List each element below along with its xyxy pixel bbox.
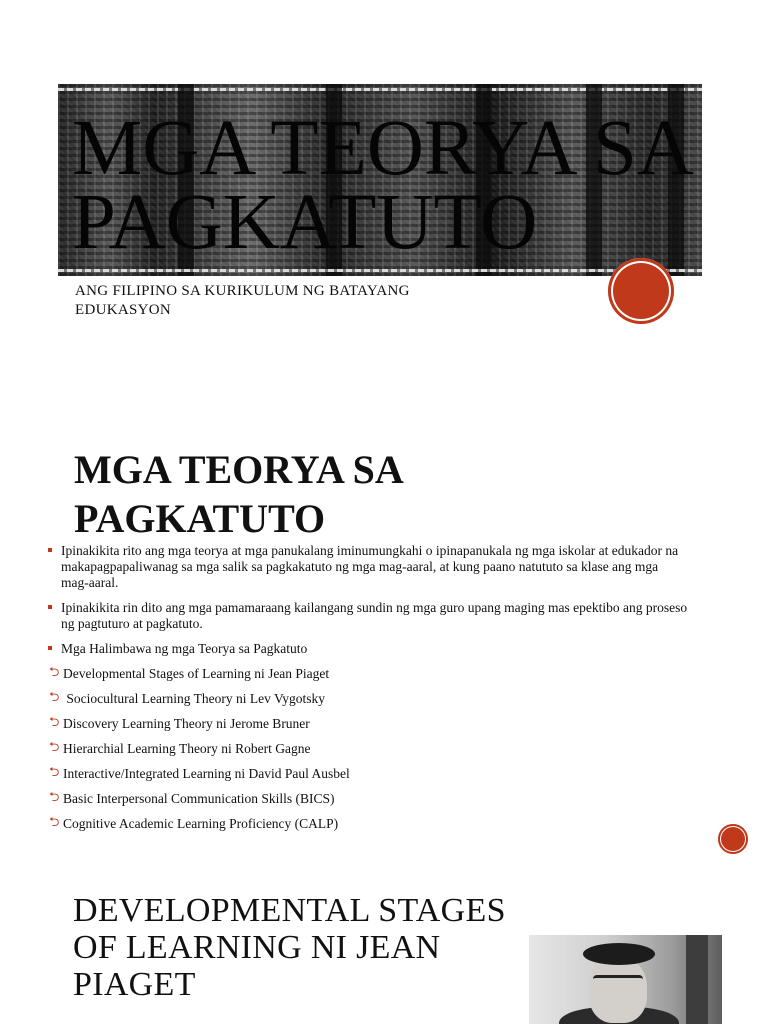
example-text: Developmental Stages of Learning ni Jean Piaget bbox=[63, 666, 330, 681]
example-item bbox=[48, 741, 688, 766]
curved-arrow-icon: ⮌ bbox=[49, 790, 60, 805]
example-text: Basic Interpersonal Communication Skills (BICS) bbox=[63, 791, 335, 806]
example-item bbox=[48, 816, 688, 841]
curved-arrow-icon: ⮌ bbox=[49, 765, 60, 780]
slide-title: MGA TEORYA SA PAGKATUTO bbox=[74, 447, 402, 541]
bullet-text: Ipinakikita rin dito ang mga pamamaraang kailangang sundin ng mga guro upang maging mas epektibo ang proseso ng pagtuturo at pagkatuto. bbox=[61, 600, 688, 631]
bullet-text: Ipinakikita rito ang mga teorya at mga panukalang iminumungkahi o ipinapanukala ng mga iskolar at edukador na makapagpapaliwanag sa mga salik sa pagkakatuto ng mga mag-aaral, at kung paano natututo sa klase ang mga mag-aaral. bbox=[61, 543, 679, 590]
example-item bbox=[48, 691, 688, 716]
bullet-square-icon bbox=[48, 646, 52, 650]
example-item bbox=[48, 666, 688, 691]
example-item bbox=[48, 791, 688, 816]
curved-arrow-icon: ⮌ bbox=[49, 665, 60, 680]
decorative-circle bbox=[608, 258, 674, 324]
example-item bbox=[48, 766, 688, 791]
example-text: Cognitive Academic Learning Proficiency (CALP) bbox=[63, 816, 339, 831]
photo-figure-glasses bbox=[593, 975, 643, 988]
bullet-list bbox=[48, 543, 688, 841]
title-banner bbox=[58, 84, 702, 276]
bullet-text: Mga Halimbawa ng mga Teorya sa Pagkatuto bbox=[61, 641, 308, 656]
example-text: Discovery Learning Theory ni Jerome Bruner bbox=[63, 716, 310, 731]
slide-title: MGA TEORYA SA PAGKATUTO bbox=[72, 105, 690, 266]
photo-figure-beret bbox=[583, 943, 655, 965]
example-item bbox=[48, 716, 688, 741]
bullet-item bbox=[48, 543, 688, 591]
slide-subtitle: ANG FILIPINO SA KURIKULUM NG BATAYANG EDUKASYON bbox=[75, 283, 410, 318]
curved-arrow-icon: ⮌ bbox=[49, 815, 60, 830]
bullet-item bbox=[48, 600, 688, 632]
curved-arrow-icon: ⮌ bbox=[49, 740, 60, 755]
piaget-slide bbox=[0, 860, 768, 1024]
photo-background-tree bbox=[686, 935, 708, 1024]
curved-arrow-icon: ⮌ bbox=[49, 690, 60, 705]
title-slide bbox=[0, 0, 768, 390]
example-text: Sociocultural Learning Theory ni Lev Vygotsky bbox=[63, 691, 325, 706]
bullet-square-icon bbox=[48, 548, 52, 552]
theories-slide bbox=[0, 390, 768, 860]
decorative-circle bbox=[718, 824, 748, 854]
bullet-item bbox=[48, 641, 688, 657]
example-text: Hierarchial Learning Theory ni Robert Gagne bbox=[63, 741, 311, 756]
photo-figure-head bbox=[589, 957, 647, 1023]
curved-arrow-icon: ⮌ bbox=[49, 715, 60, 730]
bullet-square-icon bbox=[48, 605, 52, 609]
example-text: Interactive/Integrated Learning ni David Paul Ausbel bbox=[63, 766, 350, 781]
slide-title: DEVELOPMENTAL STAGES OF LEARNING NI JEAN PIAGET bbox=[73, 892, 506, 1003]
portrait-photo bbox=[529, 935, 722, 1024]
